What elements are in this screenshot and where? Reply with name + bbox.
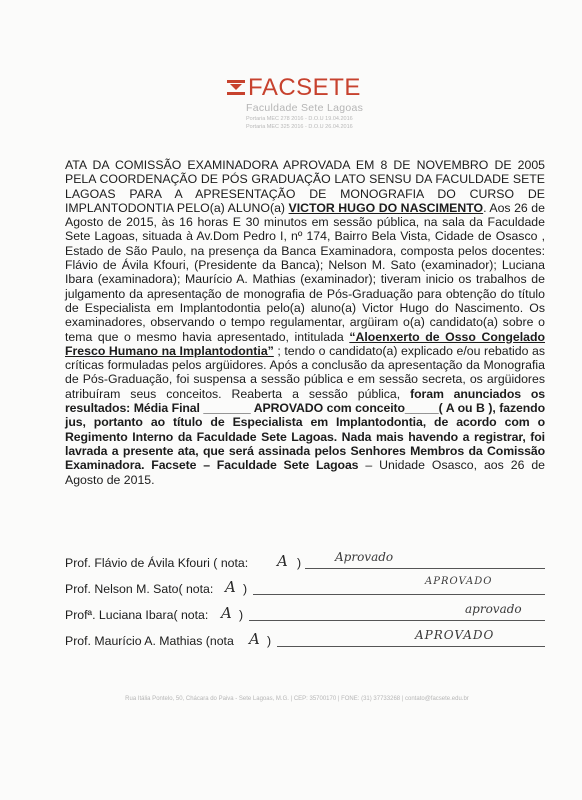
signature-row (65, 602, 545, 626)
logo-ordinance-2: Portaria MEC 325 2016 - D.O.U 26.04.2016 (246, 124, 353, 130)
signature-line (249, 620, 545, 621)
grade-value: A (277, 552, 288, 570)
logo-subtitle: Faculdade Sete Lagoas (246, 102, 364, 114)
footer-address: Rua Itália Pontelo, 50, Chácara do Paiva - Sete Lagoas, M.G. | CEP: 35700170 | FONE: (31) 37733268 | contato@facsete.edu.br (125, 696, 469, 702)
student-name: VICTOR HUGO DO NASCIMENTO (288, 200, 484, 215)
handwritten-signature: APROVADO (425, 576, 493, 587)
signature-line (305, 568, 545, 569)
signature-line (277, 646, 545, 647)
signature-close: ) (297, 556, 302, 570)
grade-value: A (221, 604, 232, 622)
grade-value: A (225, 578, 236, 596)
logo-name: FACSETE (248, 74, 361, 101)
minutes-closing: – Unidade Osasco, aos 26 de Agosto de 2015. (65, 458, 546, 487)
handwritten-signature: Aprovado (335, 550, 394, 564)
monograph-title: “Aloenxerto de Osso Congelado Fresco Humano na Implantodontia” (65, 329, 545, 358)
grade-value: A (249, 630, 260, 648)
facsete-logo (226, 74, 376, 134)
signature-row (65, 576, 545, 600)
logo-ordinance-1: Portaria MEC 278 2016 - D.O.U 19.04.2016 (246, 116, 353, 122)
signature-close: ) (239, 608, 244, 622)
signature-row (65, 628, 545, 652)
minutes-continuation: ; tendo o candidato(a) explicado e/ou rebatido as críticas formuladas pelos argüidores. Após a conclusão da apresentação da Monografia de Pós-Graduação, foi suspensa a sessão pública e em sessão secreta, os argüidores atribuíram seus conceitos. Reaberta a sessão pública, (65, 343, 545, 401)
minutes-text (65, 158, 545, 487)
signature-label: Profª. Luciana Ibara( nota: (65, 608, 209, 622)
signature-line (253, 594, 545, 595)
minutes-results: foram anunciados os resultados: Média Final _______ APROVADO com conceito_____( A ou B ), fazendo jus, portanto ao título de Especialista em Implantodontia, de acordo com o Regimento Interno da Faculdade Sete Lagoas. Nada mais havendo a registrar, foi lavrada a presente ata, que será assinada pelos Senhores Membros da Comissão Examinadora. Facsete – Faculdade Sete Lagoas (65, 386, 545, 473)
minutes-body: . Aos 26 de Agosto de 2015, às 16 horas E 30 minutos em sessão pública, na sala da Faculdade Sete Lagoas, situada à Av.Dom Pedro I, nº 174, Bairro Bela Vista, Cidade de Osasco , Estado de São Paulo, na presença da Banca Examinadora, composta pelos docentes: Flávio de Ávila Kfouri, (Presidente da Banca); Nelson M. Sato (examinador); Luciana Ibara (examinadora); Maurício A. Mathias (examinador); tiveram inicio os trabalhos de julgamento da apresentação de monografia de Pós-Graduação para obtenção do título de Especialista em Implantodontia pelo(a) aluno(a) Victor Hugo do Nascimento. Os examinadores, observando o tempo regulamentar, argüiram o(a) candidato(a) sobre o tema que o mesmo havia apresentado, intitulada (65, 200, 545, 344)
signature-label: Prof. Nelson M. Sato( nota: (65, 582, 214, 596)
signature-label: Prof. Flávio de Ávila Kfouri ( nota: (65, 556, 249, 570)
signature-label: Prof. Maurício A. Mathias (nota (65, 634, 234, 648)
handwritten-signature: aprovado (465, 602, 522, 616)
facsete-emblem-icon (226, 78, 246, 98)
handwritten-signature: APROVADO (415, 628, 495, 642)
minutes-intro: ATA DA COMISSÃO EXAMINADORA APROVADA EM 8 DE NOVEMBRO DE 2005 PELA COORDENAÇÃO DE PÓS GRADUAÇÃO LATO SENSU DA FACULDADE SETE LAGOAS PARA A APRESENTAÇÃO DE MONOGRAFIA DO CURSO DE IMPLANTODONTIA PELO(a) ALUNO(a) (65, 158, 545, 215)
signature-close: ) (243, 582, 248, 596)
signature-row (65, 550, 545, 574)
signature-close: ) (267, 634, 272, 648)
